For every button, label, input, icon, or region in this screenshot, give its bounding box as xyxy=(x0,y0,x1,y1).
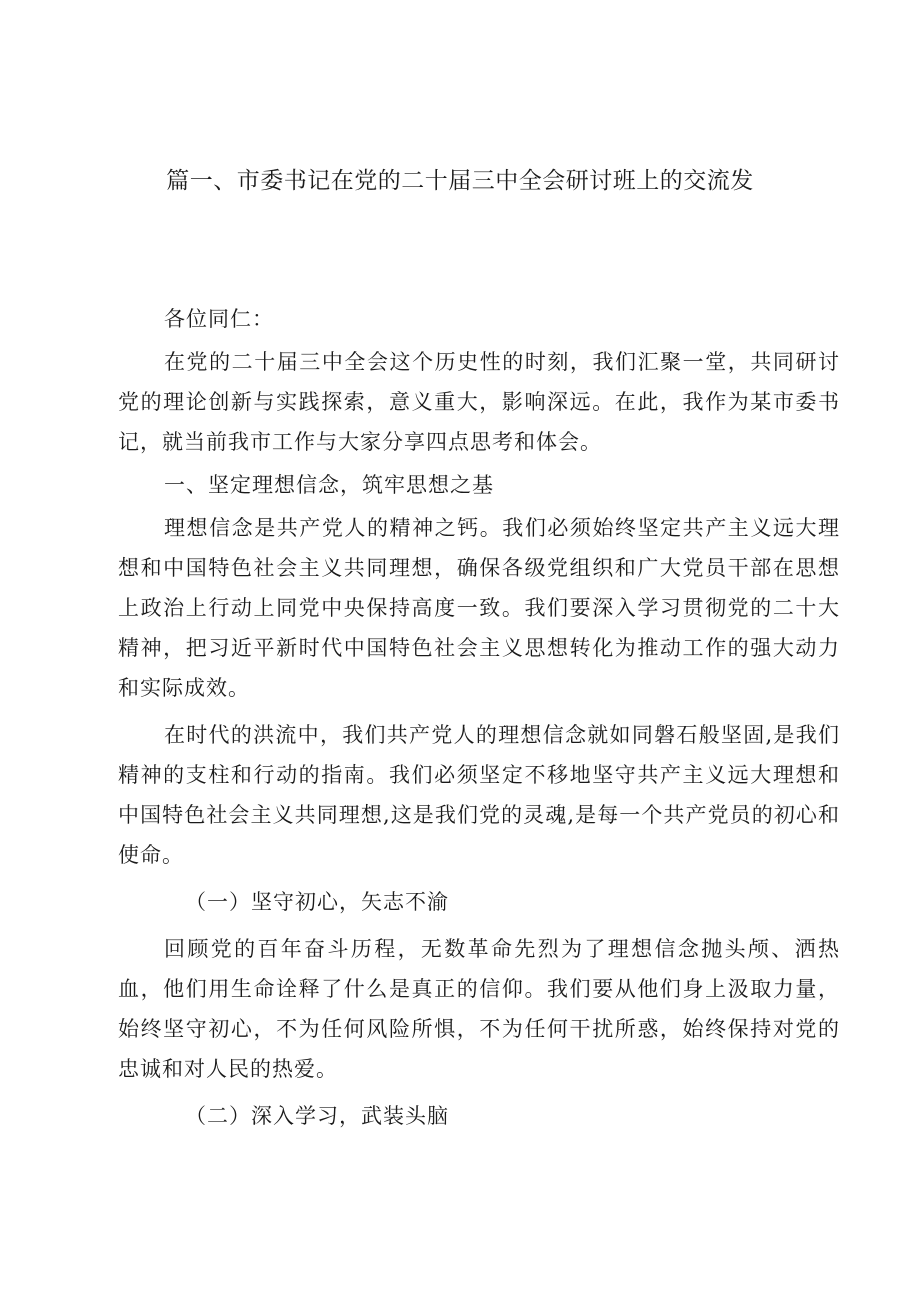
document-body xyxy=(118,299,840,1136)
paragraph-section1-1: 理想信念是共产党人的精神之钙。我们必须始终坚定共产主义远大理想和中国特色社会主义共同理想，确保各级党组织和广大党员干部在思想上政治上行动上同党中央保持高度一致。我们要深入学习贯彻党的二十大精神，把习近平新时代中国特色社会主义思想转化为推动工作的强大动力和实际成效。 xyxy=(118,516,840,700)
salutation: 各位同仁： xyxy=(164,307,274,331)
paragraph-section1-2: 在时代的洪流中，我们共产党人的理想信念就如同磐石般坚固,是我们精神的支柱和行动的指南。我们必须坚定不移地坚守共产主义远大理想和中国特色社会主义共同理想,这是我们党的灵魂,是每一个共产党员的初心和使命。 xyxy=(118,723,840,867)
paragraph-sub1-1: 回顾党的百年奋斗历程，无数革命先烈为了理想信念抛头颅、洒热血，他们用生命诠释了什么是真正的信仰。我们要从他们身上汲取力量，始终坚守初心，不为任何风险所惧，不为任何干扰所惑，始终保持对党的忠诚和对人民的热爱。 xyxy=(118,937,840,1081)
subheading-2: （二）深入学习，武装头脑 xyxy=(185,1104,449,1128)
section-heading-1: 一、坚定理想信念，筑牢思想之基 xyxy=(164,473,494,497)
document-title: 篇一、市委书记在党的二十届三中全会研讨班上的交流发 xyxy=(166,168,754,194)
paragraph-intro: 在党的二十届三中全会这个历史性的时刻，我们汇聚一堂，共同研讨党的理论创新与实践探索，意义重大，影响深远。在此，我作为某市委书记，就当前我市工作与大家分享四点思考和体会。 xyxy=(118,350,840,454)
subheading-1: （一）坚守初心，矢志不渝 xyxy=(185,890,449,914)
